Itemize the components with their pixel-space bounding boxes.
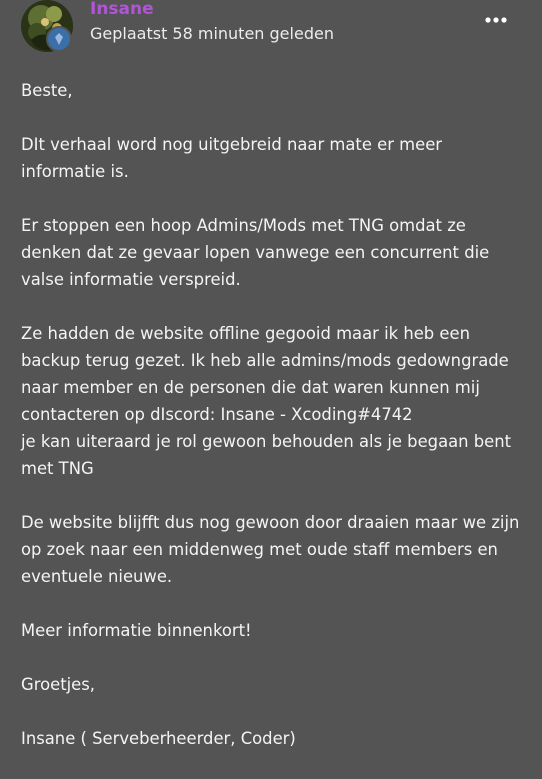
- paragraph-staff-leaving: Er stoppen een hoop Admins/Mods met TNG omdat ze denken dat ze gevaar lopen vanwege een concurrent die valse informatie verspreid.: [21, 216, 490, 289]
- post-body: [21, 77, 526, 779]
- more-options-button[interactable]: [484, 12, 508, 28]
- more-horizontal-icon: [484, 12, 508, 28]
- paragraph-website-continues: De website blijfft dus nog gewoon door draaien maar we zijn op zoek naar een middenweg met oude staff members en eventuele nieuwe.: [21, 513, 520, 586]
- user-rank-badge-icon: [46, 26, 72, 52]
- paragraph-signature: Insane ( Serveberheerder, Coder): [21, 729, 296, 748]
- posted-time[interactable]: Geplaatst 58 minuten geleden: [90, 24, 334, 43]
- paragraph-closing: Groetjes,: [21, 675, 96, 694]
- paragraph-intro: DIt verhaal word nog uitgebreid naar mate er meer informatie is.: [21, 135, 443, 181]
- post-header: [0, 0, 542, 60]
- paragraph-backup: Ze hadden de website offline gegooid maar ik heb een backup terug gezet. Ik heb alle admins/mods gedowngrade naar member en de personen die dat waren kunnen mij contacteren op dIscord: Insane - Xcoding#4742 je kan uiteraard je rol gewoon behouden als je begaan bent met TNG: [21, 324, 512, 478]
- author-name[interactable]: Insane: [90, 0, 154, 19]
- paragraph-more-info: Meer informatie binnenkort!: [21, 621, 252, 640]
- paragraph-greeting: Beste,: [21, 81, 73, 100]
